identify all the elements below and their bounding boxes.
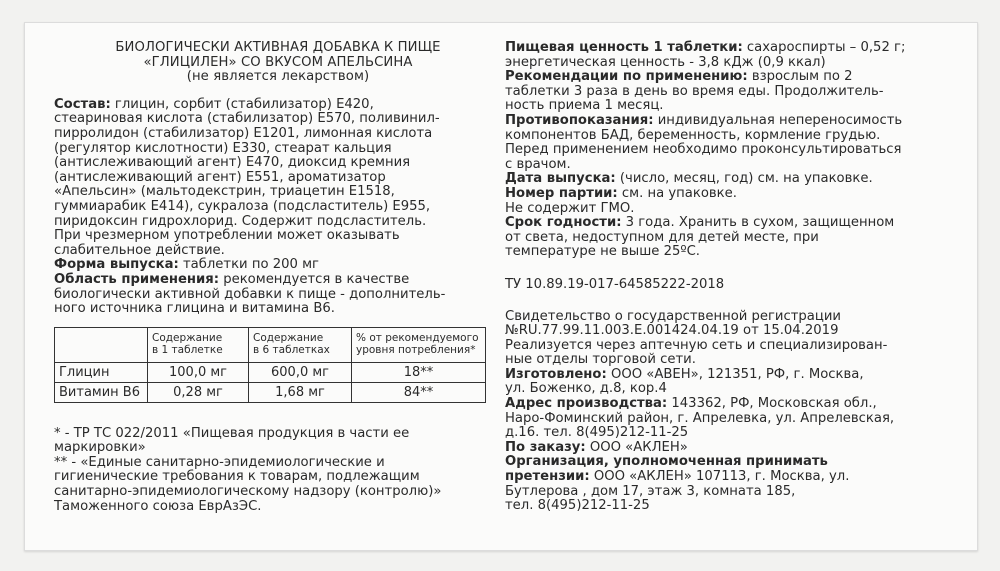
nutrient-name: Глицин: [55, 362, 148, 382]
certificate-line: Реализуется через аптечную сеть и специализирован-: [505, 337, 888, 353]
footnote-2: ** - «Единые санитарно-эпидемиологические и: [54, 454, 385, 470]
composition-line: пиридоксин гидрохлорид. Содержит подсластитель.: [54, 213, 427, 229]
batch-label: Номер партии:: [505, 185, 618, 201]
order-section: По заказу: ООО «АКЛЕН»: [505, 439, 688, 455]
composition-line: (регулятор кислотности) Е330, стеарат кальция: [54, 140, 392, 156]
contra-line: компонентов БАД, беременность, кормление грудью.: [505, 127, 881, 143]
date-section: Дата выпуска: (число, месяц, год) см. на упаковке.: [505, 171, 873, 187]
per-1-tablet: 100,0 мг: [148, 362, 249, 382]
title-line-3: (не является лекарством): [186, 69, 370, 85]
recommend-line: таблетки 3 раза в день во время еды. Продолжитель-: [505, 83, 884, 99]
date-label: Дата выпуска:: [505, 171, 616, 187]
title-line-1: БИОЛОГИЧЕСКИ АКТИВНАЯ ДОБАВКА К ПИЩЕ: [115, 40, 441, 55]
usage-line: биологически активной добавки к пище - дополнитель-: [54, 286, 446, 302]
composition-line: (антислеживающий агент) Е551, ароматизатор: [54, 169, 386, 185]
composition-line: При чрезмерном употреблении может оказывать: [54, 228, 400, 244]
per-1-tablet: 0,28 мг: [148, 382, 249, 402]
made-line: ул. Боженко, д.8, кор.4: [505, 381, 667, 397]
production-line: Наро-Фоминский район, г. Апрелевка, ул. Апрелевская,: [505, 410, 895, 426]
shelf-line: от света, недоступном для детей месте, при: [505, 229, 819, 245]
percent-rda: 84**: [352, 382, 486, 402]
footnotes: [54, 427, 488, 515]
composition-section: Состав: глицин, сорбит (стабилизатор) Е420,: [54, 96, 374, 112]
contra-line: с врачом.: [505, 156, 571, 172]
table-header-cell: Содержание в 1 таблетке: [148, 327, 249, 362]
form-section: Форма выпуска: таблетки по 200 мг: [54, 257, 319, 273]
usage-section: Область применения: рекомендуется в качестве: [54, 271, 410, 287]
footnote-2-line: Таможенного союза ЕврАзЭС.: [54, 498, 262, 514]
composition-line: «Апельсин» (мальтодекстрин, триацетин Е1518,: [54, 184, 395, 200]
footnote-1: * - ТР ТС 022/2011 «Пищевая продукция в части ее: [54, 425, 410, 441]
table-header-row: [55, 327, 486, 362]
shelf-label: Срок годности:: [505, 215, 622, 231]
composition-label: Состав:: [54, 96, 111, 112]
footnote-1-line: маркировки»: [54, 440, 146, 456]
per-6-tablets: 600,0 мг: [249, 362, 352, 382]
nutrient-table: [54, 327, 486, 403]
contra-section: Противопоказания: индивидуальная непереносимость: [505, 112, 903, 128]
table-row: [55, 382, 486, 402]
order-label: По заказу:: [505, 439, 586, 455]
claims-line: Бутлерова , дом 17, этаж 3, комната 185,: [505, 483, 796, 499]
nutrition-section: Пищевая ценность 1 таблетки: сахароспирты – 0,52 г;: [505, 40, 906, 55]
left-column: [54, 41, 488, 514]
nutrition-line: энергетическая ценность - 3,8 кДж (0,9 ккал): [505, 54, 826, 70]
made-label: Изготовлено:: [505, 366, 607, 382]
shelf-section: Срок годности: 3 года. Хранить в сухом, защищенном: [505, 215, 895, 231]
recommend-line: ность приема 1 месяц.: [505, 98, 664, 114]
certificate-line: ные отделы торговой сети.: [505, 352, 696, 368]
tu-code: ТУ 10.89.19-017-64585222-2018: [505, 276, 725, 292]
claims-section: [505, 455, 957, 470]
recommend-label: Рекомендации по применению:: [505, 69, 748, 85]
composition-line: (антислеживающий агент) Е470, диоксид кремния: [54, 155, 411, 171]
composition-line: стеариновая кислота (стабилизатор) Е570, поливинил-: [54, 111, 440, 127]
production-section: Адрес производства: 143362, РФ, Московская обл.,: [505, 396, 877, 412]
form-label: Форма выпуска:: [54, 257, 179, 273]
claims-label: Организация, уполномоченная принимать: [505, 454, 828, 470]
production-line: д.16. тел. 8(495)212-11-25: [505, 425, 689, 441]
percent-rda: 18**: [352, 362, 486, 382]
made-section: Изготовлено: ООО «АВЕН», 121351, РФ, г. Москва,: [505, 366, 864, 382]
contra-line: Перед применением необходимо проконсультироваться: [505, 142, 902, 158]
title-line-2: «ГЛИЦИЛЕН» СО ВКУСОМ АПЕЛЬСИНА: [143, 54, 413, 70]
usage-line: ного источника глицина и витамина В6.: [54, 301, 335, 317]
claims-line: претензии: ООО «АКЛЕН» 107113, г. Москва, ул.: [505, 469, 850, 485]
right-column: [505, 41, 957, 514]
contra-label: Противопоказания:: [505, 112, 654, 128]
usage-label: Область применения:: [54, 271, 220, 287]
footnote-2-line: санитарно-эпидемиологическому надзору (контролю)»: [54, 484, 442, 500]
composition-line: гуммиарабик Е414), сукралоза (подсластитель) Е955,: [54, 198, 431, 214]
nutrient-name: Витамин В6: [55, 382, 148, 402]
composition-line: пирролидон (стабилизатор) Е1201, лимонная кислота: [54, 125, 433, 141]
table-header-cell: % от рекомендуемого уровня потребления*: [352, 327, 486, 362]
footnote-2-line: гигиенические требования к товарам, подлежащим: [54, 469, 420, 485]
table-header-cell: Содержание в 6 таблетках: [249, 327, 352, 362]
nutrition-label: Пищевая ценность 1 таблетки:: [505, 40, 743, 55]
table-header-cell: [55, 327, 148, 362]
production-label: Адрес производства:: [505, 396, 668, 412]
claims-line: тел. 8(495)212-11-25: [505, 498, 650, 514]
table-row: [55, 362, 486, 382]
shelf-line: температуре не выше 25ºС.: [505, 244, 700, 260]
per-6-tablets: 1,68 мг: [249, 382, 352, 402]
recommend-section: Рекомендации по применению: взрослым по 2: [505, 69, 853, 85]
product-title: [68, 41, 488, 85]
batch-section: Номер партии: см. на упаковке.: [505, 185, 737, 201]
gmo-note: Не содержит ГМО.: [505, 200, 635, 216]
composition-line: слабительное действие.: [54, 242, 225, 258]
certificate-line: №RU.77.99.11.003.Е.001424.04.19 от 15.04.2019: [505, 323, 839, 339]
certificate: Свидетельство о государственной регистрации: [505, 308, 842, 324]
